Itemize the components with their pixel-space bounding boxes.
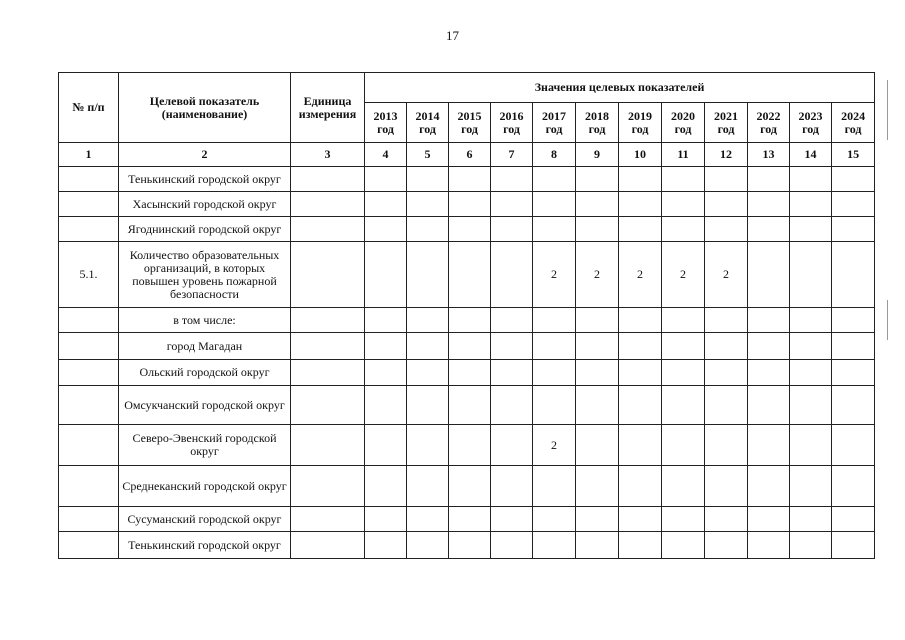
value-cell: [407, 333, 449, 360]
value-cell: [748, 333, 790, 360]
value-cell: [790, 333, 832, 360]
value-cell: [365, 466, 407, 507]
value-cell: [449, 507, 491, 532]
value-cell: [407, 217, 449, 242]
value-cell: [449, 466, 491, 507]
value-cell: [576, 386, 619, 425]
value-cell: [790, 532, 832, 559]
value-cell: [832, 308, 875, 333]
header-year: 2022 год: [748, 103, 790, 143]
value-cell: [491, 217, 533, 242]
value-cell: [790, 386, 832, 425]
value-cell: [662, 308, 705, 333]
column-number: 1: [59, 143, 119, 167]
column-number: 9: [576, 143, 619, 167]
header-indicator: Целевой показатель (наименование): [119, 73, 291, 143]
value-cell: 2: [533, 425, 576, 466]
value-cell: [576, 507, 619, 532]
value-cell: [491, 425, 533, 466]
row-number: [59, 308, 119, 333]
value-cell: [407, 466, 449, 507]
value-cell: [449, 308, 491, 333]
value-cell: [705, 466, 748, 507]
value-cell: [662, 333, 705, 360]
indicator-name: в том числе:: [119, 308, 291, 333]
value-cell: [491, 532, 533, 559]
column-number: 14: [790, 143, 832, 167]
header-year: 2021 год: [705, 103, 748, 143]
value-cell: [449, 192, 491, 217]
value-cell: [705, 532, 748, 559]
column-number: 5: [407, 143, 449, 167]
indicator-name: Количество образовательных организаций, в которых повышен уровень пожарной безопасности: [119, 242, 291, 308]
row-number: [59, 532, 119, 559]
header-year: 2020 год: [662, 103, 705, 143]
value-cell: [790, 217, 832, 242]
value-cell: [619, 425, 662, 466]
table-row: [59, 242, 875, 308]
value-cell: [449, 167, 491, 192]
value-cell: [748, 217, 790, 242]
unit-cell: [291, 507, 365, 532]
table-row: [59, 333, 875, 360]
indicators-table: [58, 72, 875, 559]
column-number: 4: [365, 143, 407, 167]
value-cell: [832, 386, 875, 425]
column-number: 11: [662, 143, 705, 167]
table-row: [59, 532, 875, 559]
value-cell: 2: [619, 242, 662, 308]
header-num: № п/п: [59, 73, 119, 143]
value-cell: [533, 532, 576, 559]
value-cell: [619, 360, 662, 386]
column-number: 7: [491, 143, 533, 167]
unit-cell: [291, 217, 365, 242]
value-cell: [533, 333, 576, 360]
table-body: [59, 143, 875, 559]
value-cell: [619, 386, 662, 425]
indicator-name: Ольский городской округ: [119, 360, 291, 386]
value-cell: [533, 386, 576, 425]
value-cell: [705, 425, 748, 466]
value-cell: [407, 167, 449, 192]
value-cell: [407, 308, 449, 333]
value-cell: [832, 507, 875, 532]
value-cell: [748, 507, 790, 532]
value-cell: [748, 192, 790, 217]
row-number: [59, 507, 119, 532]
value-cell: [365, 217, 407, 242]
value-cell: [662, 425, 705, 466]
value-cell: [576, 167, 619, 192]
value-cell: [576, 532, 619, 559]
value-cell: [407, 532, 449, 559]
value-cell: [790, 466, 832, 507]
value-cell: [790, 242, 832, 308]
value-cell: [491, 466, 533, 507]
value-cell: [790, 192, 832, 217]
header-year: 2018 год: [576, 103, 619, 143]
value-cell: [491, 386, 533, 425]
value-cell: [619, 167, 662, 192]
value-cell: [449, 386, 491, 425]
value-cell: [832, 425, 875, 466]
value-cell: [662, 360, 705, 386]
value-cell: [365, 386, 407, 425]
row-number: [59, 466, 119, 507]
value-cell: [407, 386, 449, 425]
value-cell: [365, 167, 407, 192]
value-cell: [748, 360, 790, 386]
column-number: 3: [291, 143, 365, 167]
value-cell: [449, 360, 491, 386]
indicator-name: Тенькинский городской округ: [119, 167, 291, 192]
value-cell: [533, 308, 576, 333]
table-row: [59, 386, 875, 425]
indicator-name: Тенькинский городской округ: [119, 532, 291, 559]
table-row: [59, 466, 875, 507]
header-year: 2013 год: [365, 103, 407, 143]
value-cell: [748, 532, 790, 559]
row-number: [59, 333, 119, 360]
column-number: 13: [748, 143, 790, 167]
unit-cell: [291, 167, 365, 192]
table-row: [59, 217, 875, 242]
column-number: 10: [619, 143, 662, 167]
value-cell: [832, 466, 875, 507]
page-number: 17: [446, 28, 459, 43]
column-number: 6: [449, 143, 491, 167]
indicator-name: Северо-Эвенский городской округ: [119, 425, 291, 466]
table-row: [59, 167, 875, 192]
edge-mark: [887, 80, 888, 140]
value-cell: [365, 360, 407, 386]
value-cell: [832, 242, 875, 308]
indicator-name: Среднеканский городской округ: [119, 466, 291, 507]
value-cell: [832, 532, 875, 559]
value-cell: [662, 217, 705, 242]
unit-cell: [291, 532, 365, 559]
indicator-name: Ягоднинский городской округ: [119, 217, 291, 242]
header-year: 2023 год: [790, 103, 832, 143]
column-number: 8: [533, 143, 576, 167]
value-cell: [365, 308, 407, 333]
row-number: [59, 167, 119, 192]
header-values-group: Значения целевых показателей: [365, 73, 875, 103]
row-number: [59, 386, 119, 425]
value-cell: [748, 308, 790, 333]
value-cell: [491, 167, 533, 192]
value-cell: [491, 192, 533, 217]
value-cell: [619, 308, 662, 333]
value-cell: [705, 386, 748, 425]
column-number: 2: [119, 143, 291, 167]
value-cell: [365, 333, 407, 360]
value-cell: [365, 532, 407, 559]
value-cell: [662, 532, 705, 559]
row-number: [59, 192, 119, 217]
value-cell: [832, 360, 875, 386]
value-cell: [491, 360, 533, 386]
value-cell: [449, 532, 491, 559]
value-cell: [662, 386, 705, 425]
row-number: [59, 360, 119, 386]
value-cell: [491, 333, 533, 360]
value-cell: [832, 217, 875, 242]
value-cell: [748, 425, 790, 466]
value-cell: [748, 167, 790, 192]
value-cell: [576, 217, 619, 242]
table-row: [59, 425, 875, 466]
value-cell: [576, 360, 619, 386]
value-cell: [576, 308, 619, 333]
row-number: [59, 217, 119, 242]
value-cell: [790, 507, 832, 532]
value-cell: [619, 333, 662, 360]
value-cell: [832, 192, 875, 217]
value-cell: 2: [576, 242, 619, 308]
table-row: [59, 360, 875, 386]
header-year: 2016 год: [491, 103, 533, 143]
value-cell: [748, 466, 790, 507]
value-cell: [748, 386, 790, 425]
header-year: 2014 год: [407, 103, 449, 143]
value-cell: [832, 333, 875, 360]
table-row: [59, 192, 875, 217]
value-cell: 2: [705, 242, 748, 308]
value-cell: [705, 507, 748, 532]
value-cell: [619, 532, 662, 559]
value-cell: [619, 507, 662, 532]
header-year: 2017 год: [533, 103, 576, 143]
table-row: [59, 507, 875, 532]
value-cell: 2: [533, 242, 576, 308]
value-cell: [449, 425, 491, 466]
value-cell: [407, 192, 449, 217]
value-cell: [533, 360, 576, 386]
value-cell: [449, 242, 491, 308]
value-cell: [365, 425, 407, 466]
value-cell: [365, 192, 407, 217]
header-year: 2019 год: [619, 103, 662, 143]
value-cell: [407, 425, 449, 466]
indicator-name: город Магадан: [119, 333, 291, 360]
value-cell: [662, 466, 705, 507]
unit-cell: [291, 466, 365, 507]
value-cell: [365, 507, 407, 532]
value-cell: [533, 217, 576, 242]
header-year: 2024 год: [832, 103, 875, 143]
value-cell: [790, 360, 832, 386]
value-cell: [705, 167, 748, 192]
value-cell: [491, 242, 533, 308]
unit-cell: [291, 425, 365, 466]
column-number: 12: [705, 143, 748, 167]
value-cell: [705, 308, 748, 333]
header-unit: Единица измерения: [291, 73, 365, 143]
unit-cell: [291, 308, 365, 333]
value-cell: 2: [662, 242, 705, 308]
value-cell: [491, 507, 533, 532]
row-number: [59, 425, 119, 466]
value-cell: [407, 507, 449, 532]
value-cell: [619, 217, 662, 242]
value-cell: [533, 466, 576, 507]
column-number: 15: [832, 143, 875, 167]
value-cell: [705, 217, 748, 242]
value-cell: [705, 333, 748, 360]
unit-cell: [291, 242, 365, 308]
value-cell: [619, 466, 662, 507]
value-cell: [449, 217, 491, 242]
value-cell: [533, 167, 576, 192]
value-cell: [619, 192, 662, 217]
value-cell: [449, 333, 491, 360]
edge-mark: [887, 300, 888, 340]
value-cell: [790, 167, 832, 192]
value-cell: [407, 242, 449, 308]
value-cell: [407, 360, 449, 386]
value-cell: [533, 507, 576, 532]
value-cell: [705, 360, 748, 386]
unit-cell: [291, 386, 365, 425]
value-cell: [491, 308, 533, 333]
value-cell: [365, 242, 407, 308]
value-cell: [576, 466, 619, 507]
value-cell: [662, 167, 705, 192]
value-cell: [576, 333, 619, 360]
table-row: [59, 308, 875, 333]
header-year: 2015 год: [449, 103, 491, 143]
unit-cell: [291, 192, 365, 217]
value-cell: [662, 507, 705, 532]
unit-cell: [291, 360, 365, 386]
value-cell: [662, 192, 705, 217]
column-numbers-row: [59, 143, 875, 167]
value-cell: [748, 242, 790, 308]
value-cell: [576, 192, 619, 217]
value-cell: [705, 192, 748, 217]
value-cell: [790, 425, 832, 466]
indicator-name: Омсукчанский городской округ: [119, 386, 291, 425]
row-number: 5.1.: [59, 242, 119, 308]
indicator-name: Хасынский городской округ: [119, 192, 291, 217]
value-cell: [576, 425, 619, 466]
value-cell: [790, 308, 832, 333]
indicator-name: Сусуманский городской округ: [119, 507, 291, 532]
value-cell: [533, 192, 576, 217]
unit-cell: [291, 333, 365, 360]
value-cell: [832, 167, 875, 192]
